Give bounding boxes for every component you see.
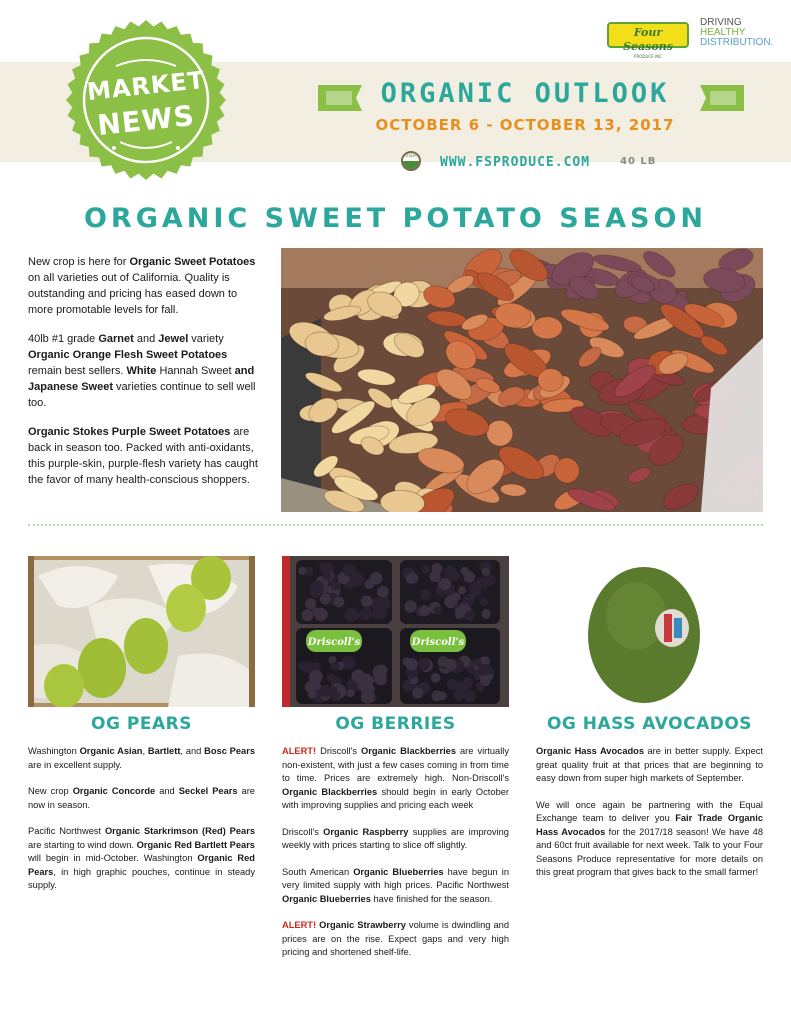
text-run: variety	[188, 333, 224, 345]
berries-photo	[282, 556, 509, 707]
text-run: , in high graphic pouches, continue in steady supply.	[28, 866, 255, 890]
flag-right-icon	[700, 85, 744, 111]
text-run: are virtually non-existent, with just a few cases coming in from time to time. Prices are extremely high. Non-Driscoll's	[282, 746, 509, 783]
weight-label: 40 LB	[620, 156, 657, 167]
bold-phrase: Jewel	[158, 333, 189, 345]
main-section-title: ORGANIC SWEET POTATO SEASON	[83, 203, 707, 234]
column-paragraph	[536, 799, 763, 880]
column-paragraph	[282, 919, 509, 960]
text-run: are back in season too. Packed with anti-oxidants, this purple-skin, purple-flesh variety has caught the favor of many health-conscious shoppers.	[28, 426, 258, 486]
berries-brand-label-2: Driscoll's	[411, 637, 465, 648]
flag-left-icon	[318, 85, 362, 111]
bold-phrase: Organic Stokes Purple Sweet Potatoes	[28, 426, 231, 438]
text-run: New crop is here for	[28, 256, 130, 268]
text-run: Pacific Northwest	[28, 826, 105, 836]
column-paragraph	[28, 785, 255, 812]
bold-phrase: White	[126, 365, 157, 377]
tagline-line-2: HEALTHY	[700, 27, 746, 38]
text-run: South American	[282, 866, 354, 877]
bold-phrase: Organic Red Pears	[28, 853, 255, 877]
bold-phrase: Fair Trade Organic Hass Avocados	[536, 813, 763, 837]
berries-brand-label-1: Driscoll's	[307, 637, 361, 648]
text-run: for the 2017/18 season! We have 48 and 60ct fruit available for next week. Talk to your Four Seasons Produce representative for more details on this great program that gives back to the small farmer!	[536, 826, 763, 877]
bold-phrase: Organic Raspberry	[323, 826, 409, 837]
text-run: Driscoll's	[282, 826, 324, 837]
bold-phrase: Organic Starkrimson (Red) Pears	[104, 826, 255, 836]
bold-phrase: Organic Strawberry	[319, 920, 406, 930]
alert-label: ALERT!	[282, 746, 317, 756]
brand-name: Four Seasons	[623, 26, 673, 53]
avocado-photo	[586, 556, 704, 706]
text-run: varieties continue to sell well too.	[28, 381, 256, 409]
alert-label: ALERT!	[282, 920, 317, 930]
intro-paragraph-2	[28, 331, 260, 411]
bold-phrase: Organic Blackberries	[361, 746, 456, 756]
bold-phrase: Seckel Pears	[178, 786, 238, 796]
text-run: ,	[142, 746, 148, 756]
organic-outlook-title: ORGANIC OUTLOOK	[380, 78, 670, 109]
outlook-dates: OCTOBER 6 - OCTOBER 13, 2017	[375, 116, 675, 134]
text-run: and	[133, 333, 159, 345]
column-paragraph	[28, 825, 255, 893]
bold-phrase: Bartlett	[147, 746, 181, 756]
bold-phrase: Organic Orange Flesh Sweet Potatoes	[28, 349, 228, 361]
bold-phrase: Organic Sweet Potatoes	[129, 256, 256, 268]
four-seasons-logo[interactable]	[607, 22, 689, 59]
text-run: should begin in early October with improving supplies and pricing each week	[282, 786, 509, 810]
bold-phrase: Organic Blueberries	[282, 893, 371, 904]
text-run: have finished for the season.	[370, 893, 493, 904]
bold-phrase: Organic Blackberries	[282, 786, 378, 797]
intro-paragraph-3	[28, 424, 260, 488]
text-run: supplies are improving weekly with prices starting to slice off slightly.	[282, 826, 509, 850]
column-paragraph	[282, 826, 509, 853]
badge-line-market: MARKET	[85, 65, 207, 107]
sweet-potato-photo	[281, 248, 763, 512]
section-divider	[28, 524, 763, 526]
text-run: remain best sellers.	[28, 365, 127, 377]
usda-label: USDA	[403, 153, 419, 161]
column-paragraph	[28, 745, 255, 772]
bold-phrase: Organic Hass Avocados	[536, 746, 645, 756]
intro-paragraph-1	[28, 254, 260, 318]
text-run: are starting to wind down.	[28, 839, 137, 850]
text-run: New crop	[28, 786, 73, 796]
text-run: Driscoll's	[316, 746, 362, 756]
bold-phrase: Organic Blueberries	[353, 866, 444, 877]
avocados-column	[536, 745, 763, 893]
website-link[interactable]: WWW.FSPRODUCE.COM	[440, 155, 591, 170]
bold-phrase: Bosc Pears	[204, 746, 255, 756]
bold-phrase: and Japanese Sweet	[28, 365, 255, 393]
text-run: volume is dwindling and prices are on the rise. Expect gaps and very high pricing and shortened shelf-life.	[282, 920, 509, 957]
text-run: and	[155, 786, 179, 796]
bold-phrase: Garnet	[98, 333, 134, 345]
tagline-line-3: DISTRIBUTION.	[700, 37, 774, 48]
tagline	[700, 18, 780, 48]
brand-sub: PRODUCE INC	[634, 54, 662, 59]
text-run: Hannah Sweet	[156, 365, 235, 377]
text-run: We will once again be partnering with the Equal Exchange team to deliver you	[536, 799, 763, 823]
column-paragraph	[536, 745, 763, 786]
bold-phrase: Organic Concorde	[72, 786, 156, 796]
text-run: Washington	[28, 746, 80, 756]
text-run: will begin in mid-October. Washington	[28, 853, 198, 863]
tagline-line-1: DRIVING	[700, 17, 742, 28]
text-run: are in better supply. Expect great quality fruit at that prices that are beginning to easy down from super high markets of September.	[536, 746, 763, 783]
text-run: are now in season.	[28, 786, 255, 810]
pears-photo	[28, 556, 255, 707]
column-paragraph	[282, 866, 509, 907]
usda-organic-seal-icon	[401, 151, 421, 171]
bold-phrase: Organic Red Bartlett Pears	[136, 839, 255, 850]
text-run: are in excellent supply.	[28, 759, 122, 770]
text-run: 40lb #1 grade	[28, 333, 99, 345]
pears-column	[28, 745, 255, 906]
avocados-section-title: OG HASS AVOCADOS	[546, 714, 753, 734]
market-news-badge	[64, 18, 228, 182]
text-run: on all varieties out of California. Quality is outstanding and pricing has eased down to more promotable levels for fall.	[28, 272, 238, 316]
bold-phrase: Organic Asian	[79, 746, 143, 756]
pears-section-title: OG PEARS	[91, 714, 192, 734]
berries-section-title: OG BERRIES	[335, 714, 456, 734]
berries-column	[282, 745, 509, 973]
column-paragraph	[282, 745, 509, 813]
badge-line-news: NEWS	[95, 98, 197, 143]
text-run: , and	[180, 746, 205, 756]
text-run: have begun in very limited supply with high prices. Pacific Northwest	[282, 866, 509, 890]
